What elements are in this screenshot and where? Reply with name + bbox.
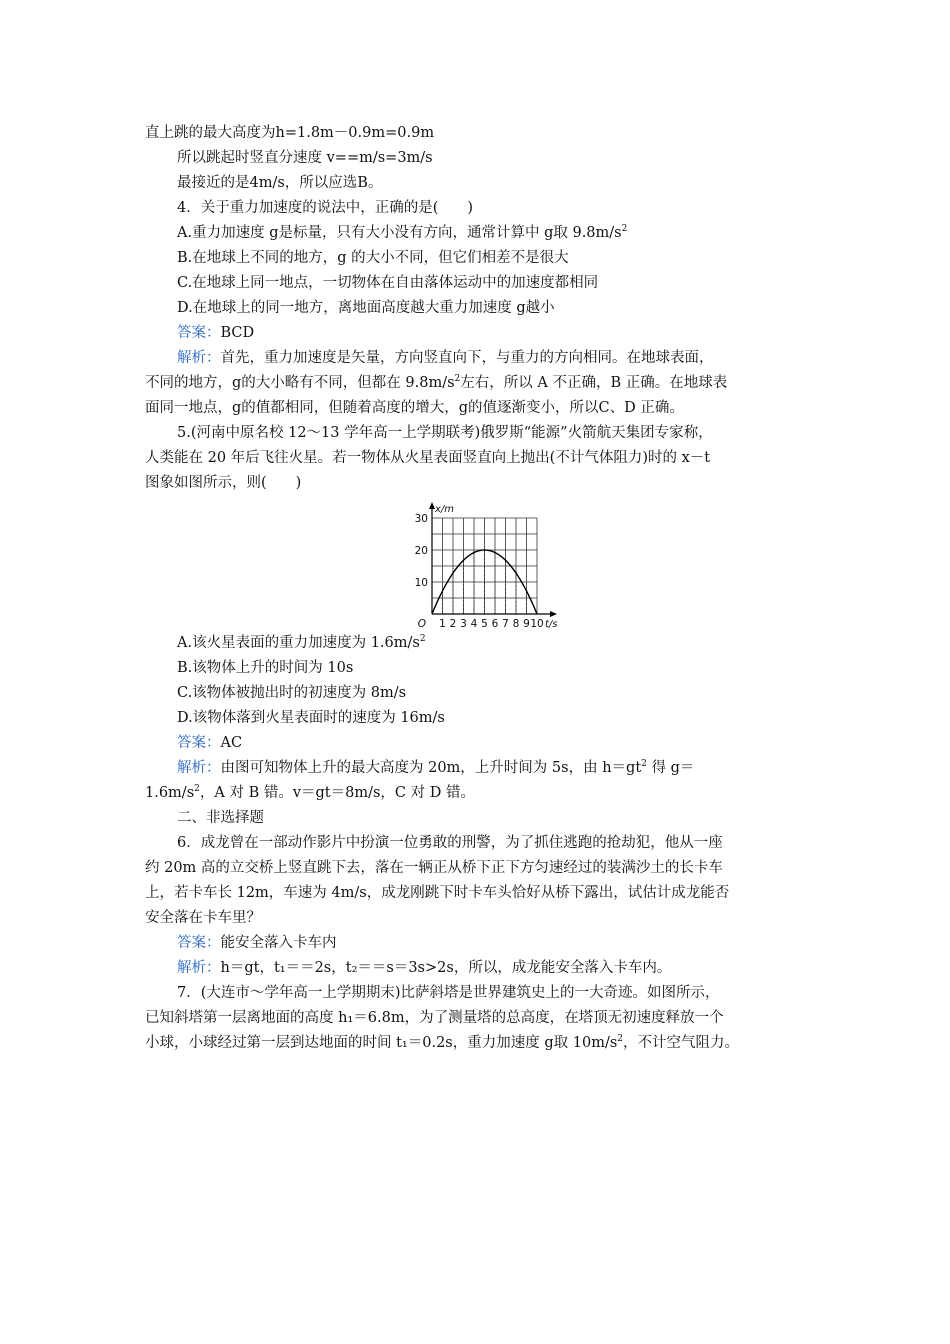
question-5-line-2: 人类能在 20 年后飞往火星。若一物体从火星表面竖直向上抛出(不计气体阻力)时的 x－t (145, 450, 711, 466)
question-5-line-1: 5.(河南中原名校 12～13 学年高一上学期联考)俄罗斯“能源”火箭航天集团专家称， (177, 425, 713, 441)
answer-value: BCD (220, 325, 255, 341)
answer-label: 答案： (177, 325, 221, 341)
explanation-5-line-2 (145, 783, 805, 803)
question-7-line-1: 7．(大连市～学年高一上学期期末)比萨斜塔是世界建筑史上的一大奇迹。如图所示， (177, 985, 720, 1001)
x-tick-label: 2 (449, 618, 457, 630)
answer-label: 答案： (177, 735, 221, 751)
answer-6 (177, 933, 837, 953)
superscript: 2 (194, 784, 200, 795)
y-tick-label: 30 (414, 513, 428, 525)
question-6-line-1: 6．成龙曾在一部动作影片中扮演一位勇敢的刑警，为了抓住逃跑的抢劫犯，他从一座 (177, 835, 723, 851)
option-4d: D.在地球上的同一地方，离地面高度越大重力加速度 g越小 (177, 300, 555, 316)
explanation-5-line-1 (177, 758, 837, 778)
question-4: 4．关于重力加速度的说法中，正确的是( ) (177, 200, 474, 216)
x-tick-label: 9 (523, 618, 530, 630)
question-6-line-4: 安全落在卡车里？ (145, 910, 261, 926)
option-4c: C.在地球上同一地点，一切物体在自由落体运动中的加速度都相同 (177, 275, 599, 291)
origin-label: O (417, 618, 426, 630)
explanation-text: 得 g＝ (646, 760, 695, 776)
question-7-line-2: 已知斜塔第一层离地面的高度 h₁＝6.8m，为了测量塔的总高度，在塔顶无初速度释放一个 (145, 1010, 724, 1026)
question-text: 小球，小球经过第一层到达地面的时间 t₁＝0.2s，重力加速度 g取 10m/s (145, 1035, 618, 1051)
question-5-line-3: 图象如图所示，则( ) (145, 475, 302, 491)
answer-4 (177, 323, 837, 343)
explanation-4-line-2 (145, 373, 805, 393)
x-tick-label: 5 (481, 618, 488, 630)
answer-label: 答案： (177, 935, 221, 951)
x-tick-label: 3 (460, 618, 467, 630)
question-6-line-3: 上，若卡车长 12m，车速为 4m/s，成龙刚跳下时卡车头恰好从桥下露出，试估计成龙能否 (145, 885, 730, 901)
section-heading: 二、非选择题 (177, 810, 264, 826)
x-axis-label: t/s (545, 619, 558, 630)
explanation-label: 解析： (177, 960, 221, 976)
explanation-text: 不同的地方，g的大小略有不同，但都在 9.8m/s (145, 375, 455, 391)
answer-value: 能安全落入卡车内 (220, 935, 337, 951)
x-tick-label: 10 (530, 618, 544, 630)
x-tick-label: 8 (512, 618, 520, 630)
explanation-label: 解析： (177, 760, 221, 776)
x-tick-label: 1 (439, 618, 446, 630)
x-t-graph (400, 498, 570, 632)
option-5d: D.该物体落到火星表面时的速度为 16m/s (177, 710, 445, 726)
axes (429, 502, 557, 617)
question-text: ，不计空气阻力。 (623, 1035, 740, 1051)
option-5b: B.该物体上升的时间为 10s (177, 660, 354, 676)
explanation-text: ，A 对 B 错。v＝gt＝8m/s，C 对 D 错。 (199, 785, 475, 801)
x-axis-arrow (550, 611, 557, 617)
text-line: 所以跳起时竖直分速度 v==m/s=3m/s (177, 150, 433, 166)
superscript: 2 (454, 374, 461, 385)
option-4a (177, 223, 837, 243)
explanation-text: 首先，重力加速度是矢量，方向竖直向下，与重力的方向相同。在地球表面， (220, 350, 714, 366)
question-6-line-2: 约 20m 高的立交桥上竖直跳下去，落在一辆正从桥下正下方匀速经过的装满沙土的长卡车 (145, 860, 723, 876)
x-tick-label: 6 (491, 618, 499, 630)
explanation-text: h＝gt，t₁＝＝2s，t₂＝＝s＝3s>2s，所以，成龙能安全落入卡车内。 (220, 960, 672, 976)
superscript: 2 (641, 759, 647, 770)
explanation-text: 1.6m/s (145, 785, 195, 801)
superscript: 2 (419, 634, 426, 645)
explanation-text: 左右，所以 A 不正确，B 正确。在地球表 (460, 375, 728, 391)
explanation-text: 由图可知物体上升的最大高度为 20m，上升时间为 5s，由 h＝gt (220, 760, 642, 776)
text-line: 直上跳的最大高度为h=1.8m－0.9m=0.9m (145, 125, 435, 141)
answer-5 (177, 733, 837, 753)
superscript: 2 (617, 1034, 624, 1045)
explanation-4-line-3: 面同一地点，g的值都相同，但随着高度的增大，g的值逐渐变小，所以C、D 正确。 (145, 400, 684, 416)
explanation-4-line-1 (177, 348, 837, 368)
answer-value: AC (220, 735, 243, 751)
x-tick-label: 7 (502, 618, 509, 630)
x-tick-label: 4 (470, 618, 478, 630)
question-7-line-3 (145, 1033, 805, 1053)
option-text: A.重力加速度 g是标量，只有大小没有方向，通常计算中 g取 9.8m/s (177, 225, 622, 241)
grid (432, 518, 537, 614)
text-line: 最接近的是4m/s，所以应选B。 (177, 175, 383, 191)
option-5c: C.该物体被抛出时的初速度为 8m/s (177, 685, 407, 701)
y-axis-label: x/m (435, 504, 455, 515)
superscript: 2 (621, 224, 628, 235)
option-5a (177, 633, 837, 653)
y-tick-label: 20 (414, 545, 428, 557)
explanation-label: 解析： (177, 350, 221, 366)
option-4b: B.在地球上不同的地方，g 的大小不同，但它们相差不是很大 (177, 250, 569, 266)
option-text: A.该火星表面的重力加速度为 1.6m/s (177, 635, 420, 651)
explanation-6 (177, 958, 837, 978)
y-tick-label: 10 (414, 577, 428, 589)
